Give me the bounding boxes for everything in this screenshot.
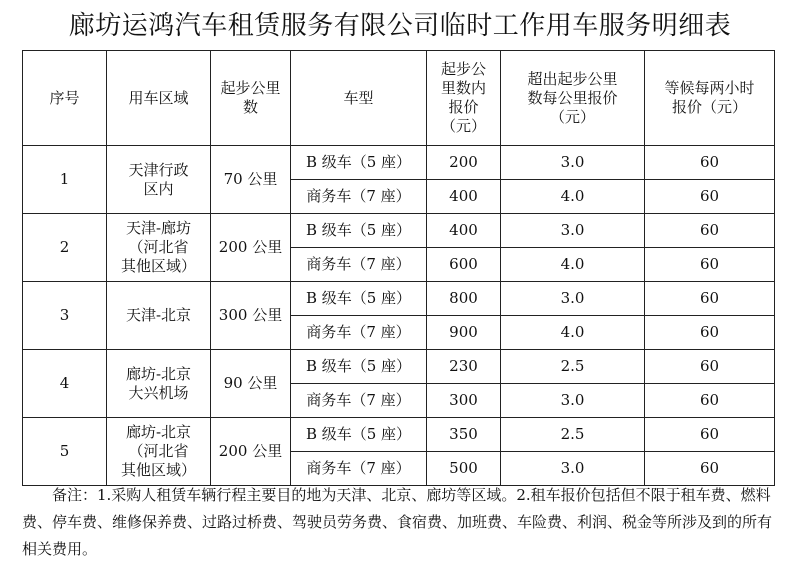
- table-row: [23, 282, 775, 316]
- table-row: [23, 418, 775, 452]
- header-extra-km-price: 超出起步公里 数每公里报价 （元）: [501, 51, 645, 146]
- car-type: 商务车（7 座）: [291, 384, 427, 418]
- extra-km-price: 3.0: [501, 214, 645, 248]
- car-type: 商务车（7 座）: [291, 180, 427, 214]
- wait-price: 60: [645, 180, 775, 214]
- base-price: 800: [427, 282, 501, 316]
- wait-price: 60: [645, 384, 775, 418]
- extra-km-price: 2.5: [501, 418, 645, 452]
- base-km: 70 公里: [211, 146, 291, 214]
- car-type: B 级车（5 座）: [291, 282, 427, 316]
- header-base-km: 起步公里 数: [211, 51, 291, 146]
- extra-km-price: 3.0: [501, 384, 645, 418]
- wait-price: 60: [645, 350, 775, 384]
- table-row: [23, 214, 775, 248]
- base-price: 300: [427, 384, 501, 418]
- wait-price: 60: [645, 282, 775, 316]
- header-no: 序号: [23, 51, 107, 146]
- wait-price: 60: [645, 248, 775, 282]
- header-car-type: 车型: [291, 51, 427, 146]
- extra-km-price: 3.0: [501, 282, 645, 316]
- service-area: 天津-廊坊 （河北省 其他区域）: [107, 214, 211, 282]
- wait-price: 60: [645, 146, 775, 180]
- base-price: 400: [427, 180, 501, 214]
- base-km: 90 公里: [211, 350, 291, 418]
- footnote: 备注：1.采购人租赁车辆行程主要目的地为天津、北京、廊坊等区域。2.租车报价包括但不限于租车费、燃料费、停车费、维修保养费、过路过桥费、驾驶员劳务费、食宿费、加班费、车险费、利润、税金等所涉及到的所有相关费用。: [22, 486, 773, 558]
- wait-price: 60: [645, 316, 775, 350]
- rental-price-table: [22, 50, 775, 486]
- header-row: [23, 51, 775, 146]
- wait-price: 60: [645, 452, 775, 486]
- header-area: 用车区域: [107, 51, 211, 146]
- row-number: 1: [23, 146, 107, 214]
- base-price: 600: [427, 248, 501, 282]
- wait-price: 60: [645, 418, 775, 452]
- service-area: 天津-北京: [107, 282, 211, 350]
- wait-price: 60: [645, 214, 775, 248]
- service-area: 天津行政 区内: [107, 146, 211, 214]
- table-header: [23, 51, 775, 146]
- extra-km-price: 3.0: [501, 146, 645, 180]
- page-title: 廊坊运鸿汽车租赁服务有限公司临时工作用车服务明细表: [68, 11, 732, 41]
- car-type: 商务车（7 座）: [291, 248, 427, 282]
- table-body: [23, 146, 775, 486]
- car-type: 商务车（7 座）: [291, 452, 427, 486]
- row-number: 4: [23, 350, 107, 418]
- extra-km-price: 4.0: [501, 248, 645, 282]
- base-price: 400: [427, 214, 501, 248]
- base-price: 500: [427, 452, 501, 486]
- row-number: 3: [23, 282, 107, 350]
- table-row: [23, 146, 775, 180]
- base-price: 200: [427, 146, 501, 180]
- row-number: 5: [23, 418, 107, 486]
- service-area: 廊坊-北京 大兴机场: [107, 350, 211, 418]
- base-price: 350: [427, 418, 501, 452]
- base-price: 900: [427, 316, 501, 350]
- base-km: 300 公里: [211, 282, 291, 350]
- car-type: B 级车（5 座）: [291, 214, 427, 248]
- car-type: B 级车（5 座）: [291, 146, 427, 180]
- extra-km-price: 3.0: [501, 452, 645, 486]
- car-type: 商务车（7 座）: [291, 316, 427, 350]
- header-base-price: 起步公 里数内 报价 （元）: [427, 51, 501, 146]
- car-type: B 级车（5 座）: [291, 418, 427, 452]
- row-number: 2: [23, 214, 107, 282]
- header-wait-price: 等候每两小时 报价（元）: [645, 51, 775, 146]
- base-km: 200 公里: [211, 418, 291, 486]
- extra-km-price: 2.5: [501, 350, 645, 384]
- table-row: [23, 350, 775, 384]
- service-area: 廊坊-北京 （河北省 其他区域）: [107, 418, 211, 486]
- base-price: 230: [427, 350, 501, 384]
- extra-km-price: 4.0: [501, 316, 645, 350]
- car-type: B 级车（5 座）: [291, 350, 427, 384]
- base-km: 200 公里: [211, 214, 291, 282]
- extra-km-price: 4.0: [501, 180, 645, 214]
